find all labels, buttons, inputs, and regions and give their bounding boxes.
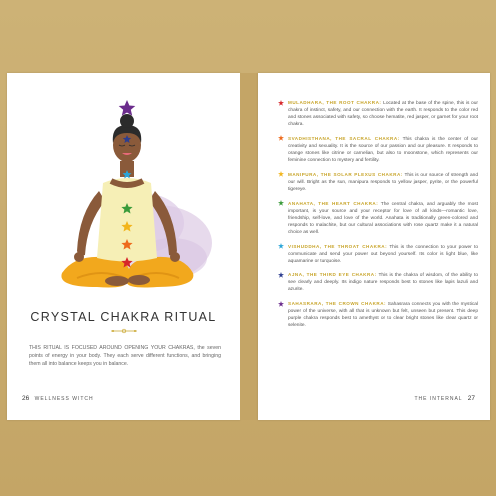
list-item — [278, 135, 478, 164]
chakra-name: AJNA, THE THIRD EYE CHAKRA: — [288, 272, 377, 278]
chakra-list — [278, 99, 478, 336]
chakra-star — [278, 171, 284, 177]
intro-paragraph: THIS RITUAL IS FOCUSED AROUND OPENING YOUR CHAKRAS, the seven points of energy in your body. They each serve different functions, and bringing them all into balance keeps you in balance. — [29, 345, 221, 368]
indigo-star-icon — [278, 272, 284, 278]
chakra-description: Sahasrara connects you with the mystical power of the universe, with all that is unknown but felt, unseen but present. This deep purple chakra responds best to amethyst or to clear bright stones like clear quartz or selenite. — [288, 302, 478, 329]
right-footer — [414, 395, 478, 402]
chakra-name: SAHASRARA, THE CROWN CHAKRA: — [288, 301, 387, 307]
page-number: 26 — [22, 395, 30, 402]
purple-star-icon — [278, 301, 284, 307]
page-title: CRYSTAL CHAKRA RITUAL — [30, 310, 217, 324]
chakra-description: Located at the base of the spine, this is our chakra of instinct, safety, and our connection with the earth. It responds to the color red and stones associated with safety, so choose hematite, red jasper, or garnet for your root chakra. — [288, 101, 478, 128]
chakra-name: VISHUDDHA, THE THROAT CHAKRA: — [288, 243, 388, 249]
left-footer — [19, 395, 94, 402]
chakra-description: This chakra is the center of our creativity and sexuality. It is the source of our passion and our pleasure. It responds to orange stones like citrine or carnelian, but also to moonstone, which represents our feminine connection to mystery and fertility. — [288, 136, 478, 164]
page-number: 27 — [467, 395, 475, 402]
chakra-star — [278, 272, 284, 278]
list-item — [278, 243, 478, 265]
chakra-name: SVADHISTHANA, THE SACRAL CHAKRA: — [288, 135, 400, 141]
chakra-description: This is the chakra of wisdom, of the ability to see clearly and deeply. Its indigo nature responds best to stones like lapis lazuli and azurite. — [288, 273, 478, 293]
chakra-star — [278, 200, 284, 206]
left-page — [7, 73, 240, 420]
divider-flourish-icon — [111, 327, 137, 335]
green-star-icon — [278, 200, 284, 206]
chakra-star — [278, 243, 284, 249]
chakra-description: This is our source of strength and our will. Bright as the sun, manipura responds to yellow jasper, pyrite, or the powerful tigereye. — [288, 172, 478, 192]
yellow-star-icon — [278, 171, 284, 177]
chakra-name: MANIPURA, THE SOLAR PLEXUS CHAKRA: — [288, 171, 403, 177]
list-item — [278, 99, 478, 128]
book-gutter — [240, 73, 258, 420]
right-page — [258, 73, 490, 420]
chakra-star — [278, 301, 284, 307]
crown-star-icon — [119, 100, 136, 116]
chakra-description: The central chakra, and arguably the most important, is your source and your receptor for love of all kinds—romantic love, friendship, self-love, and love of the world. Anahata is traditionally green-colored and responds to malachite, but our cultural associations with rose quartz make it a natural choice as well. — [288, 201, 479, 235]
red-star-icon — [278, 100, 284, 106]
blue-star-icon — [278, 243, 284, 249]
meditation-illustration — [7, 73, 240, 303]
list-item — [278, 300, 478, 329]
orange-star-icon — [278, 135, 284, 141]
list-item — [278, 200, 478, 236]
chakra-description: This is the connection to your power to communicate and send your power out beyond yourself. Its color is light blue, like aquamarine or turquoise. — [288, 244, 478, 264]
running-head: THE INTERNAL — [414, 396, 463, 402]
chakra-name: MULADHARA, THE ROOT CHAKRA: — [288, 100, 382, 105]
list-item — [278, 171, 478, 193]
chakra-star — [278, 135, 284, 141]
chakra-name: ANAHATA, THE HEART CHAKRA: — [288, 200, 379, 206]
running-head: WELLNESS WITCH — [34, 396, 94, 402]
chakra-star — [278, 100, 284, 106]
list-item — [278, 271, 478, 293]
